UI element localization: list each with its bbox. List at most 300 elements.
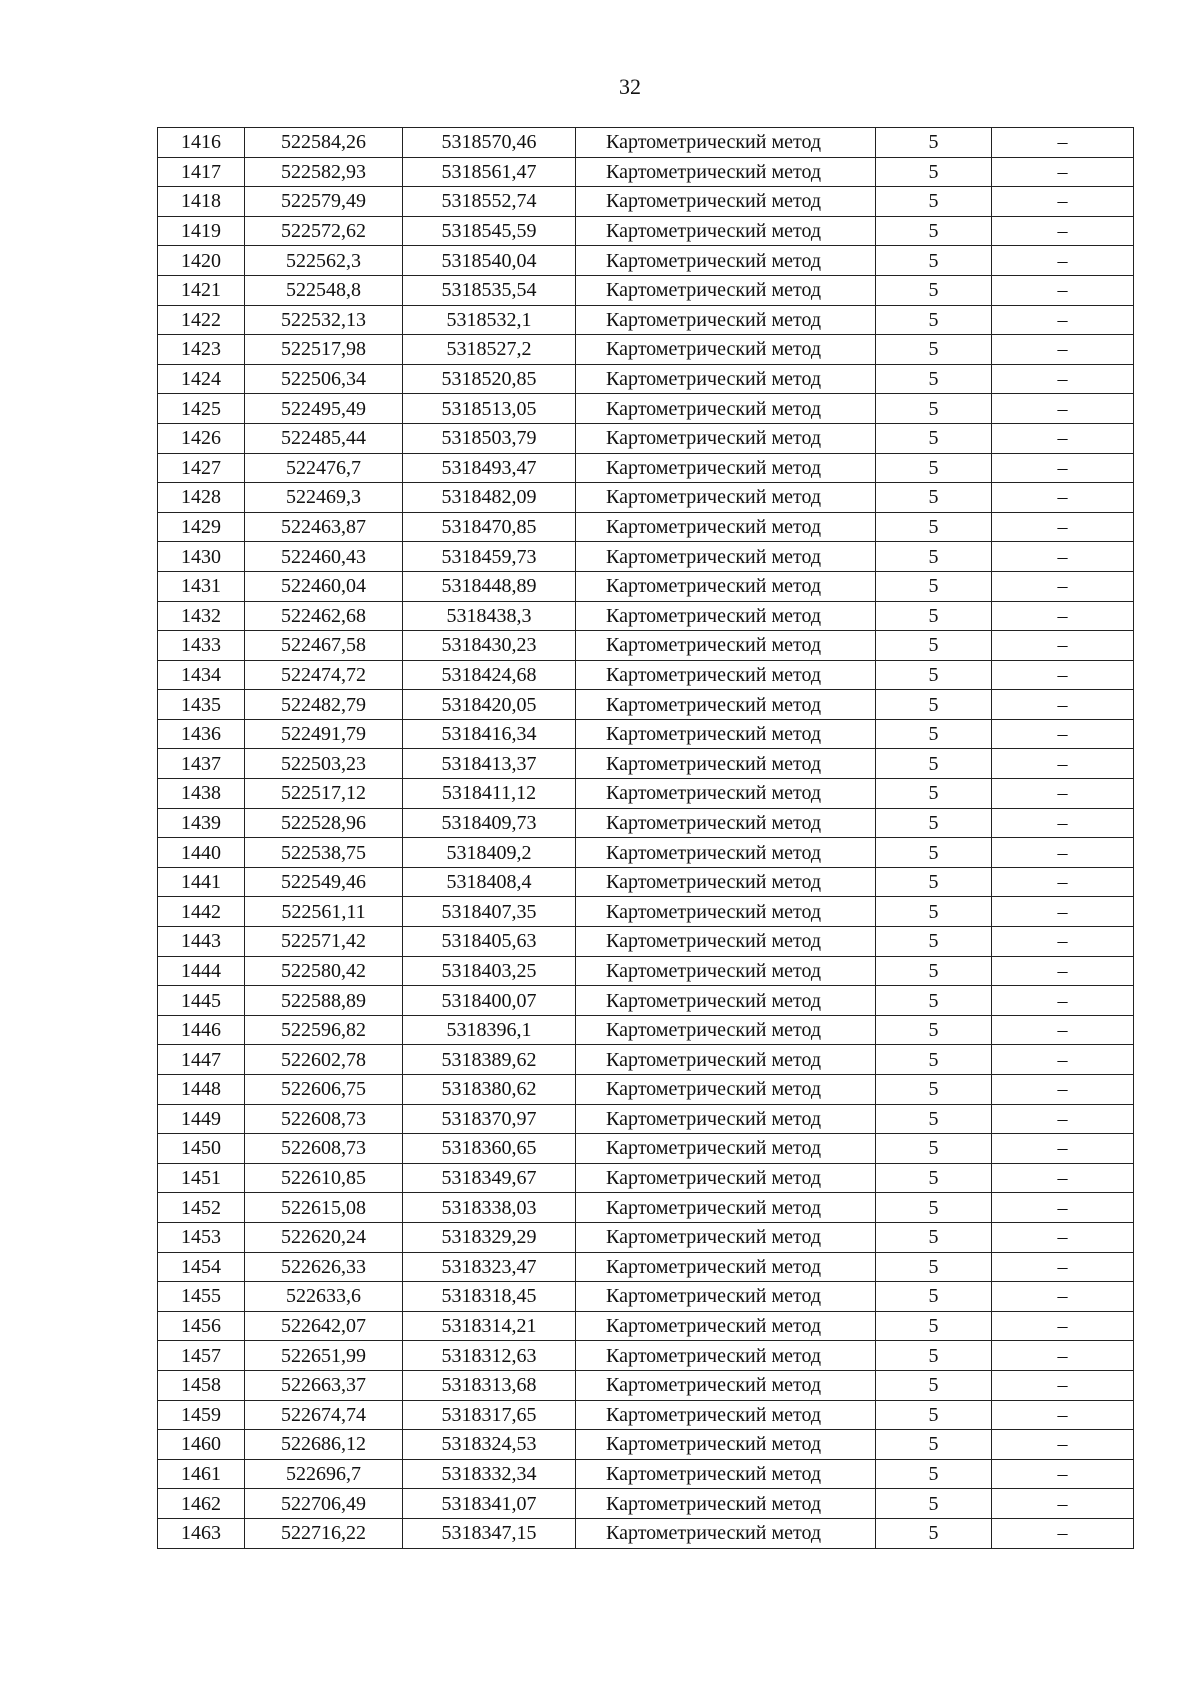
dash-cell: – [992, 1163, 1134, 1193]
point-number-cell: 1430 [158, 542, 245, 572]
x-coordinate-cell: 522517,12 [245, 779, 403, 809]
table-row [158, 956, 1134, 986]
dash-cell: – [992, 364, 1134, 394]
x-coordinate-cell: 522696,7 [245, 1459, 403, 1489]
method-cell: Картометрический метод [576, 305, 876, 335]
point-number-cell: 1445 [158, 986, 245, 1016]
point-number-cell: 1424 [158, 364, 245, 394]
accuracy-cell: 5 [876, 157, 992, 187]
x-coordinate-cell: 522460,04 [245, 571, 403, 601]
dash-cell: – [992, 1193, 1134, 1223]
dash-cell: – [992, 1459, 1134, 1489]
accuracy-cell: 5 [876, 927, 992, 957]
method-cell: Картометрический метод [576, 335, 876, 365]
y-coordinate-cell: 5318459,73 [403, 542, 576, 572]
dash-cell: – [992, 660, 1134, 690]
y-coordinate-cell: 5318314,21 [403, 1311, 576, 1341]
table-row [158, 1015, 1134, 1045]
x-coordinate-cell: 522495,49 [245, 394, 403, 424]
y-coordinate-cell: 5318409,73 [403, 808, 576, 838]
method-cell: Картометрический метод [576, 1015, 876, 1045]
point-number-cell: 1439 [158, 808, 245, 838]
table-row [158, 1430, 1134, 1460]
dash-cell: – [992, 601, 1134, 631]
point-number-cell: 1429 [158, 512, 245, 542]
accuracy-cell: 5 [876, 394, 992, 424]
accuracy-cell: 5 [876, 1252, 992, 1282]
x-coordinate-cell: 522476,7 [245, 453, 403, 483]
coordinates-table [157, 127, 1134, 1549]
point-number-cell: 1453 [158, 1222, 245, 1252]
x-coordinate-cell: 522460,43 [245, 542, 403, 572]
method-cell: Картометрический метод [576, 1489, 876, 1519]
y-coordinate-cell: 5318403,25 [403, 956, 576, 986]
accuracy-cell: 5 [876, 956, 992, 986]
table-row [158, 1252, 1134, 1282]
table-row [158, 512, 1134, 542]
dash-cell: – [992, 571, 1134, 601]
method-cell: Картометрический метод [576, 1163, 876, 1193]
accuracy-cell: 5 [876, 128, 992, 158]
y-coordinate-cell: 5318380,62 [403, 1075, 576, 1105]
accuracy-cell: 5 [876, 1370, 992, 1400]
table-row [158, 1193, 1134, 1223]
point-number-cell: 1422 [158, 305, 245, 335]
y-coordinate-cell: 5318370,97 [403, 1104, 576, 1134]
point-number-cell: 1419 [158, 216, 245, 246]
y-coordinate-cell: 5318570,46 [403, 128, 576, 158]
point-number-cell: 1447 [158, 1045, 245, 1075]
method-cell: Картометрический метод [576, 690, 876, 720]
method-cell: Картометрический метод [576, 956, 876, 986]
method-cell: Картометрический метод [576, 423, 876, 453]
dash-cell: – [992, 631, 1134, 661]
point-number-cell: 1420 [158, 246, 245, 276]
table-row [158, 927, 1134, 957]
point-number-cell: 1450 [158, 1134, 245, 1164]
dash-cell: – [992, 1430, 1134, 1460]
accuracy-cell: 5 [876, 571, 992, 601]
point-number-cell: 1432 [158, 601, 245, 631]
point-number-cell: 1456 [158, 1311, 245, 1341]
dash-cell: – [992, 305, 1134, 335]
method-cell: Картометрический метод [576, 483, 876, 513]
dash-cell: – [992, 1134, 1134, 1164]
method-cell: Картометрический метод [576, 631, 876, 661]
accuracy-cell: 5 [876, 690, 992, 720]
table-row [158, 1370, 1134, 1400]
table-row [158, 779, 1134, 809]
accuracy-cell: 5 [876, 1430, 992, 1460]
x-coordinate-cell: 522615,08 [245, 1193, 403, 1223]
table-row [158, 1134, 1134, 1164]
table-row [158, 1400, 1134, 1430]
dash-cell: – [992, 216, 1134, 246]
y-coordinate-cell: 5318413,37 [403, 749, 576, 779]
dash-cell: – [992, 1370, 1134, 1400]
method-cell: Картометрический метод [576, 275, 876, 305]
point-number-cell: 1440 [158, 838, 245, 868]
method-cell: Картометрический метод [576, 246, 876, 276]
method-cell: Картометрический метод [576, 571, 876, 601]
dash-cell: – [992, 128, 1134, 158]
accuracy-cell: 5 [876, 601, 992, 631]
y-coordinate-cell: 5318332,34 [403, 1459, 576, 1489]
y-coordinate-cell: 5318313,68 [403, 1370, 576, 1400]
point-number-cell: 1459 [158, 1400, 245, 1430]
y-coordinate-cell: 5318503,79 [403, 423, 576, 453]
method-cell: Картометрический метод [576, 749, 876, 779]
method-cell: Картометрический метод [576, 1252, 876, 1282]
table-body [158, 128, 1134, 1549]
point-number-cell: 1441 [158, 867, 245, 897]
dash-cell: – [992, 542, 1134, 572]
accuracy-cell: 5 [876, 512, 992, 542]
y-coordinate-cell: 5318420,05 [403, 690, 576, 720]
accuracy-cell: 5 [876, 335, 992, 365]
accuracy-cell: 5 [876, 749, 992, 779]
x-coordinate-cell: 522642,07 [245, 1311, 403, 1341]
x-coordinate-cell: 522528,96 [245, 808, 403, 838]
dash-cell: – [992, 1341, 1134, 1371]
accuracy-cell: 5 [876, 453, 992, 483]
x-coordinate-cell: 522674,74 [245, 1400, 403, 1430]
accuracy-cell: 5 [876, 1489, 992, 1519]
method-cell: Картометрический метод [576, 1104, 876, 1134]
table-row [158, 364, 1134, 394]
table-row [158, 1282, 1134, 1312]
dash-cell: – [992, 187, 1134, 217]
y-coordinate-cell: 5318493,47 [403, 453, 576, 483]
table-row [158, 216, 1134, 246]
accuracy-cell: 5 [876, 187, 992, 217]
accuracy-cell: 5 [876, 631, 992, 661]
point-number-cell: 1461 [158, 1459, 245, 1489]
y-coordinate-cell: 5318389,62 [403, 1045, 576, 1075]
dash-cell: – [992, 1518, 1134, 1548]
dash-cell: – [992, 690, 1134, 720]
y-coordinate-cell: 5318513,05 [403, 394, 576, 424]
method-cell: Картометрический метод [576, 1045, 876, 1075]
accuracy-cell: 5 [876, 719, 992, 749]
y-coordinate-cell: 5318312,63 [403, 1341, 576, 1371]
table-row [158, 719, 1134, 749]
method-cell: Картометрический метод [576, 1134, 876, 1164]
x-coordinate-cell: 522482,79 [245, 690, 403, 720]
dash-cell: – [992, 512, 1134, 542]
accuracy-cell: 5 [876, 986, 992, 1016]
accuracy-cell: 5 [876, 897, 992, 927]
point-number-cell: 1452 [158, 1193, 245, 1223]
x-coordinate-cell: 522532,13 [245, 305, 403, 335]
point-number-cell: 1458 [158, 1370, 245, 1400]
method-cell: Картометрический метод [576, 157, 876, 187]
method-cell: Картометрический метод [576, 1518, 876, 1548]
y-coordinate-cell: 5318561,47 [403, 157, 576, 187]
point-number-cell: 1437 [158, 749, 245, 779]
table-row [158, 246, 1134, 276]
table-row [158, 986, 1134, 1016]
method-cell: Картометрический метод [576, 1222, 876, 1252]
y-coordinate-cell: 5318416,34 [403, 719, 576, 749]
point-number-cell: 1438 [158, 779, 245, 809]
dash-cell: – [992, 808, 1134, 838]
dash-cell: – [992, 1282, 1134, 1312]
method-cell: Картометрический метод [576, 394, 876, 424]
x-coordinate-cell: 522608,73 [245, 1134, 403, 1164]
point-number-cell: 1443 [158, 927, 245, 957]
point-number-cell: 1444 [158, 956, 245, 986]
accuracy-cell: 5 [876, 275, 992, 305]
y-coordinate-cell: 5318552,74 [403, 187, 576, 217]
y-coordinate-cell: 5318317,65 [403, 1400, 576, 1430]
table-row [158, 1104, 1134, 1134]
table-row [158, 808, 1134, 838]
method-cell: Картометрический метод [576, 512, 876, 542]
accuracy-cell: 5 [876, 1045, 992, 1075]
table-row [158, 571, 1134, 601]
accuracy-cell: 5 [876, 1015, 992, 1045]
table-row [158, 1075, 1134, 1105]
accuracy-cell: 5 [876, 483, 992, 513]
table-row [158, 1045, 1134, 1075]
accuracy-cell: 5 [876, 660, 992, 690]
y-coordinate-cell: 5318341,07 [403, 1489, 576, 1519]
method-cell: Картометрический метод [576, 1430, 876, 1460]
y-coordinate-cell: 5318329,29 [403, 1222, 576, 1252]
dash-cell: – [992, 1222, 1134, 1252]
y-coordinate-cell: 5318318,45 [403, 1282, 576, 1312]
method-cell: Картометрический метод [576, 453, 876, 483]
y-coordinate-cell: 5318535,54 [403, 275, 576, 305]
x-coordinate-cell: 522588,89 [245, 986, 403, 1016]
y-coordinate-cell: 5318540,04 [403, 246, 576, 276]
table-row [158, 601, 1134, 631]
dash-cell: – [992, 927, 1134, 957]
method-cell: Картометрический метод [576, 1400, 876, 1430]
dash-cell: – [992, 779, 1134, 809]
y-coordinate-cell: 5318430,23 [403, 631, 576, 661]
method-cell: Картометрический метод [576, 986, 876, 1016]
table-row [158, 483, 1134, 513]
method-cell: Картометрический метод [576, 808, 876, 838]
method-cell: Картометрический метод [576, 1459, 876, 1489]
method-cell: Картометрический метод [576, 364, 876, 394]
page-number: 32 [619, 74, 641, 99]
point-number-cell: 1454 [158, 1252, 245, 1282]
table-row [158, 542, 1134, 572]
method-cell: Картометрический метод [576, 867, 876, 897]
point-number-cell: 1462 [158, 1489, 245, 1519]
x-coordinate-cell: 522485,44 [245, 423, 403, 453]
dash-cell: – [992, 986, 1134, 1016]
x-coordinate-cell: 522633,6 [245, 1282, 403, 1312]
dash-cell: – [992, 1045, 1134, 1075]
dash-cell: – [992, 275, 1134, 305]
x-coordinate-cell: 522602,78 [245, 1045, 403, 1075]
x-coordinate-cell: 522469,3 [245, 483, 403, 513]
point-number-cell: 1435 [158, 690, 245, 720]
method-cell: Картометрический метод [576, 1341, 876, 1371]
dash-cell: – [992, 838, 1134, 868]
x-coordinate-cell: 522538,75 [245, 838, 403, 868]
dash-cell: – [992, 335, 1134, 365]
table-row [158, 1518, 1134, 1548]
point-number-cell: 1460 [158, 1430, 245, 1460]
accuracy-cell: 5 [876, 1400, 992, 1430]
x-coordinate-cell: 522571,42 [245, 927, 403, 957]
point-number-cell: 1436 [158, 719, 245, 749]
method-cell: Картометрический метод [576, 1282, 876, 1312]
x-coordinate-cell: 522548,8 [245, 275, 403, 305]
dash-cell: – [992, 453, 1134, 483]
table-row [158, 187, 1134, 217]
y-coordinate-cell: 5318360,65 [403, 1134, 576, 1164]
y-coordinate-cell: 5318349,67 [403, 1163, 576, 1193]
accuracy-cell: 5 [876, 1282, 992, 1312]
dash-cell: – [992, 719, 1134, 749]
dash-cell: – [992, 246, 1134, 276]
x-coordinate-cell: 522606,75 [245, 1075, 403, 1105]
y-coordinate-cell: 5318338,03 [403, 1193, 576, 1223]
point-number-cell: 1448 [158, 1075, 245, 1105]
point-number-cell: 1425 [158, 394, 245, 424]
y-coordinate-cell: 5318448,89 [403, 571, 576, 601]
y-coordinate-cell: 5318532,1 [403, 305, 576, 335]
y-coordinate-cell: 5318407,35 [403, 897, 576, 927]
dash-cell: – [992, 897, 1134, 927]
dash-cell: – [992, 1400, 1134, 1430]
table-row [158, 394, 1134, 424]
method-cell: Картометрический метод [576, 1370, 876, 1400]
table-row [158, 1489, 1134, 1519]
point-number-cell: 1428 [158, 483, 245, 513]
table-row [158, 453, 1134, 483]
y-coordinate-cell: 5318408,4 [403, 867, 576, 897]
accuracy-cell: 5 [876, 305, 992, 335]
point-number-cell: 1431 [158, 571, 245, 601]
accuracy-cell: 5 [876, 1075, 992, 1105]
accuracy-cell: 5 [876, 1222, 992, 1252]
table-row [158, 897, 1134, 927]
y-coordinate-cell: 5318400,07 [403, 986, 576, 1016]
x-coordinate-cell: 522626,33 [245, 1252, 403, 1282]
y-coordinate-cell: 5318324,53 [403, 1430, 576, 1460]
y-coordinate-cell: 5318396,1 [403, 1015, 576, 1045]
table-row [158, 1459, 1134, 1489]
method-cell: Картометрический метод [576, 216, 876, 246]
x-coordinate-cell: 522686,12 [245, 1430, 403, 1460]
x-coordinate-cell: 522596,82 [245, 1015, 403, 1045]
y-coordinate-cell: 5318482,09 [403, 483, 576, 513]
table-row [158, 1341, 1134, 1371]
dash-cell: – [992, 394, 1134, 424]
x-coordinate-cell: 522663,37 [245, 1370, 403, 1400]
x-coordinate-cell: 522467,58 [245, 631, 403, 661]
accuracy-cell: 5 [876, 1341, 992, 1371]
table-row [158, 275, 1134, 305]
point-number-cell: 1417 [158, 157, 245, 187]
x-coordinate-cell: 522462,68 [245, 601, 403, 631]
point-number-cell: 1442 [158, 897, 245, 927]
x-coordinate-cell: 522474,72 [245, 660, 403, 690]
y-coordinate-cell: 5318405,63 [403, 927, 576, 957]
method-cell: Картометрический метод [576, 601, 876, 631]
method-cell: Картометрический метод [576, 128, 876, 158]
dash-cell: – [992, 483, 1134, 513]
y-coordinate-cell: 5318411,12 [403, 779, 576, 809]
table-row [158, 128, 1134, 158]
method-cell: Картометрический метод [576, 187, 876, 217]
y-coordinate-cell: 5318409,2 [403, 838, 576, 868]
x-coordinate-cell: 522549,46 [245, 867, 403, 897]
point-number-cell: 1433 [158, 631, 245, 661]
accuracy-cell: 5 [876, 779, 992, 809]
x-coordinate-cell: 522562,3 [245, 246, 403, 276]
table-row [158, 838, 1134, 868]
table-row [158, 749, 1134, 779]
point-number-cell: 1446 [158, 1015, 245, 1045]
method-cell: Картометрический метод [576, 779, 876, 809]
method-cell: Картометрический метод [576, 927, 876, 957]
x-coordinate-cell: 522491,79 [245, 719, 403, 749]
x-coordinate-cell: 522503,23 [245, 749, 403, 779]
dash-cell: – [992, 1311, 1134, 1341]
point-number-cell: 1451 [158, 1163, 245, 1193]
x-coordinate-cell: 522579,49 [245, 187, 403, 217]
dash-cell: – [992, 1252, 1134, 1282]
dash-cell: – [992, 749, 1134, 779]
dash-cell: – [992, 956, 1134, 986]
x-coordinate-cell: 522580,42 [245, 956, 403, 986]
table-row [158, 1311, 1134, 1341]
table-row [158, 867, 1134, 897]
x-coordinate-cell: 522608,73 [245, 1104, 403, 1134]
x-coordinate-cell: 522651,99 [245, 1341, 403, 1371]
x-coordinate-cell: 522572,62 [245, 216, 403, 246]
accuracy-cell: 5 [876, 423, 992, 453]
accuracy-cell: 5 [876, 838, 992, 868]
table-row [158, 1163, 1134, 1193]
table-row [158, 305, 1134, 335]
point-number-cell: 1449 [158, 1104, 245, 1134]
accuracy-cell: 5 [876, 1518, 992, 1548]
y-coordinate-cell: 5318520,85 [403, 364, 576, 394]
y-coordinate-cell: 5318323,47 [403, 1252, 576, 1282]
method-cell: Картометрический метод [576, 660, 876, 690]
table-row [158, 631, 1134, 661]
accuracy-cell: 5 [876, 1459, 992, 1489]
y-coordinate-cell: 5318527,2 [403, 335, 576, 365]
y-coordinate-cell: 5318424,68 [403, 660, 576, 690]
method-cell: Картометрический метод [576, 1075, 876, 1105]
x-coordinate-cell: 522716,22 [245, 1518, 403, 1548]
y-coordinate-cell: 5318438,3 [403, 601, 576, 631]
method-cell: Картометрический метод [576, 838, 876, 868]
point-number-cell: 1426 [158, 423, 245, 453]
table-row [158, 1222, 1134, 1252]
accuracy-cell: 5 [876, 216, 992, 246]
point-number-cell: 1418 [158, 187, 245, 217]
point-number-cell: 1423 [158, 335, 245, 365]
accuracy-cell: 5 [876, 1134, 992, 1164]
accuracy-cell: 5 [876, 542, 992, 572]
accuracy-cell: 5 [876, 1193, 992, 1223]
method-cell: Картометрический метод [576, 1193, 876, 1223]
table-row [158, 335, 1134, 365]
table-row [158, 660, 1134, 690]
dash-cell: – [992, 867, 1134, 897]
